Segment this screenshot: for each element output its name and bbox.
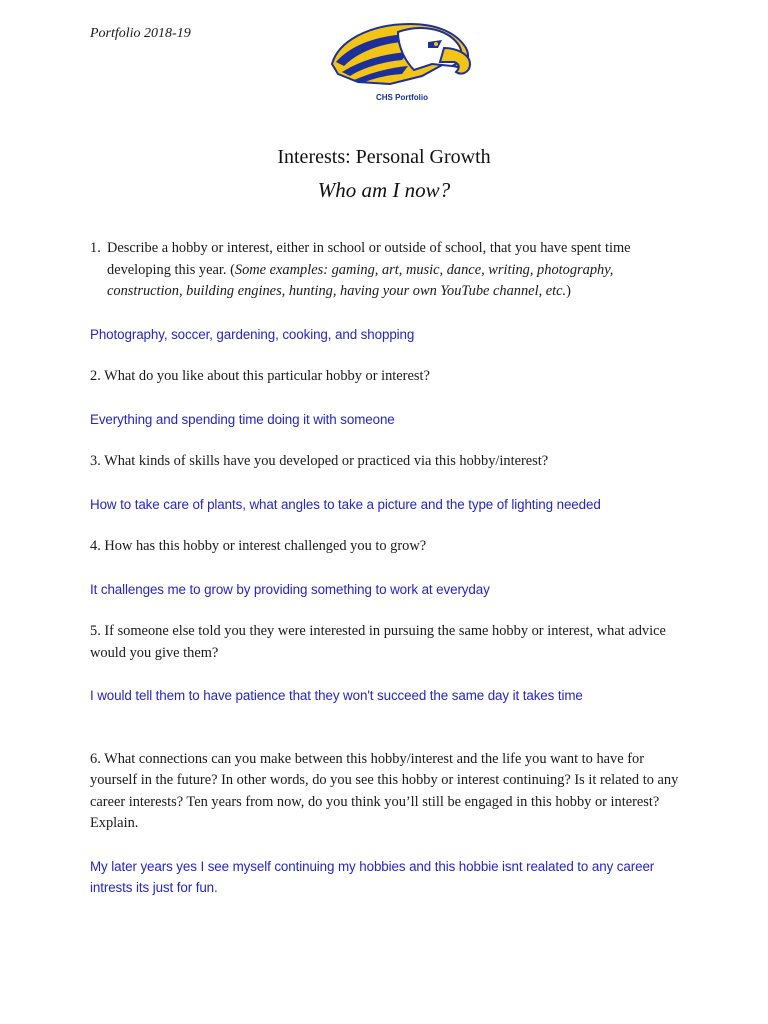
page-title: Interests: Personal Growth	[277, 146, 491, 168]
question-5: 5. If someone else told you they were interested in pursuing the same hobby or interest, what advice would you give them?	[90, 623, 666, 661]
portfolio-year-label: Portfolio 2018-19	[90, 26, 191, 41]
question-4: 4. How has this hobby or interest challenged you to grow?	[90, 538, 427, 554]
question-2: 2. What do you like about this particular hobby or interest?	[90, 368, 430, 384]
question-number: 1.	[90, 240, 101, 256]
question-text	[107, 238, 690, 303]
logo-caption: CHS Portfolio	[376, 93, 428, 102]
answer-3: How to take care of plants, what angles to take a picture and the type of lighting needed	[90, 496, 601, 512]
answer-5: I would tell them to have patience that they won't succeed the same day it takes time	[90, 688, 583, 703]
page-subtitle: Who am I now?	[317, 178, 451, 202]
question-text-start: Describe a hobby or interest, either in school or outside of school, that you have spent time developing this year. (	[107, 240, 631, 278]
answer-1: Photography, soccer, gardening, cooking, and shopping	[90, 326, 415, 342]
question-6: 6. What connections can you make between this hobby/interest and the life you want to have for yourself in the future? In other words, do you see this hobby or interest continuing? Is it related to any career interests? Ten years from now, do you think you’ll still be engaged in this hobby or interest? Explain.	[90, 750, 679, 831]
question-text-end: )	[566, 283, 571, 299]
answer-4: It challenges me to grow by providing something to work at everyday	[90, 581, 490, 597]
question-examples: Some examples: gaming, art, music, dance, writing, photography, construction, building engines, hunting, having your own YouTube channel, etc.	[107, 261, 614, 299]
question-1	[90, 238, 690, 303]
answer-2: Everything and spending time doing it with someone	[90, 411, 395, 427]
questionnaire	[90, 238, 690, 899]
question-3: 3. What kinds of skills have you developed or practiced via this hobby/interest?	[90, 453, 549, 469]
answer-6: My later years yes I see myself continuing my hobbies and this hobbie isnt realated to any career intrests its just for fun.	[90, 858, 655, 895]
